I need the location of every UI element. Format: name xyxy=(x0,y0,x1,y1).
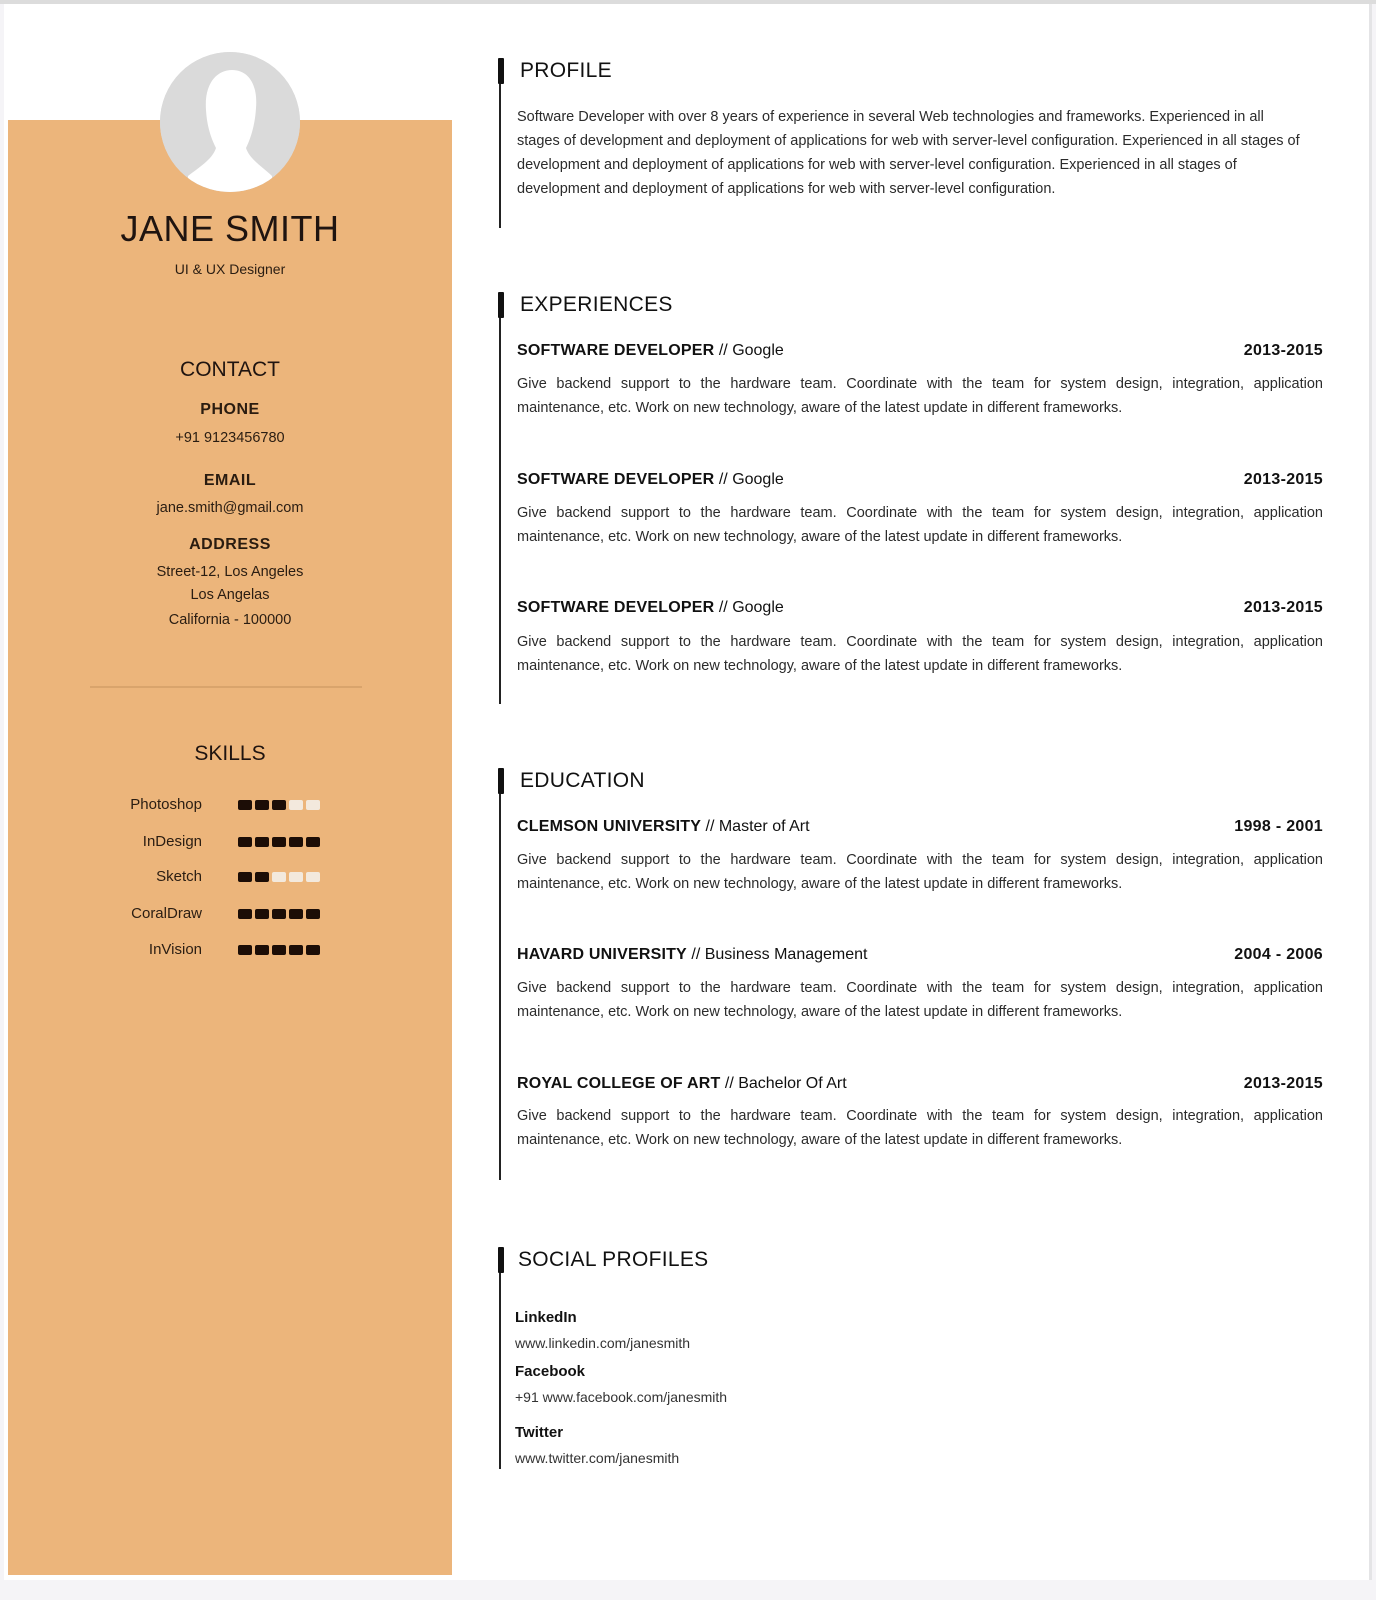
experience-description: Give backend support to the hardware team. Coordinate with the team for system design, integration, application maintenance, etc. Work on new technology, aware of the latest update in different frameworks. xyxy=(517,376,1323,416)
experience-years: 2013-2015 xyxy=(1243,342,1323,359)
rating-filled-icon xyxy=(272,945,286,955)
social-linkedin-label: LinkedIn xyxy=(515,1309,577,1326)
experience-company: // Google xyxy=(714,599,784,616)
skill-row xyxy=(8,941,452,961)
rating-filled-icon xyxy=(255,872,269,882)
experiences-section xyxy=(499,292,1327,704)
user-silhouette-icon xyxy=(160,52,300,192)
skill-name: InDesign xyxy=(142,833,202,850)
phone-value[interactable]: +91 9123456780 xyxy=(175,430,285,446)
skill-rating xyxy=(238,800,320,810)
social-facebook-label: Facebook xyxy=(515,1363,586,1380)
rating-filled-icon xyxy=(272,837,286,847)
education-description: Give backend support to the hardware team. Coordinate with the team for system design, integration, application maintenance, etc. Work on new technology, aware of the latest update in different frameworks. xyxy=(517,1108,1323,1148)
avatar xyxy=(160,52,300,192)
social-linkedin-link[interactable]: www.linkedin.com/janesmith xyxy=(515,1335,691,1351)
education-degree: // Master of Art xyxy=(701,818,810,835)
rating-empty-icon xyxy=(289,872,303,882)
experience-entry-header xyxy=(517,471,1323,493)
skill-name: Photoshop xyxy=(130,796,202,813)
experience-role: SOFTWARE DEVELOPER xyxy=(517,342,715,359)
rating-filled-icon xyxy=(289,837,303,847)
experience-company: // Google xyxy=(714,342,784,359)
education-entry-header xyxy=(517,946,1323,968)
experience-years: 2013-2015 xyxy=(1243,599,1323,616)
education-section xyxy=(499,768,1327,1180)
social-facebook-link[interactable]: +91 www.facebook.com/janesmith xyxy=(515,1389,728,1405)
experience-years: 2013-2015 xyxy=(1243,471,1323,488)
rating-filled-icon xyxy=(289,945,303,955)
rating-filled-icon xyxy=(238,837,252,847)
education-years: 2013-2015 xyxy=(1243,1075,1323,1092)
rating-filled-icon xyxy=(306,945,320,955)
education-heading: EDUCATION xyxy=(520,769,645,792)
rating-filled-icon xyxy=(238,909,252,919)
rating-filled-icon xyxy=(272,909,286,919)
rating-filled-icon xyxy=(255,945,269,955)
rating-empty-icon xyxy=(272,872,286,882)
education-description: Give backend support to the hardware team. Coordinate with the team for system design, integration, application maintenance, etc. Work on new technology, aware of the latest update in different frameworks. xyxy=(517,852,1323,892)
candidate-name: JANE SMITH xyxy=(120,208,340,249)
experience-description: Give backend support to the hardware team. Coordinate with the team for system design, integration, application maintenance, etc. Work on new technology, aware of the latest update in different frameworks. xyxy=(517,634,1323,674)
social-section xyxy=(499,1247,1327,1469)
experiences-heading: EXPERIENCES xyxy=(520,293,673,316)
skill-name: CoralDraw xyxy=(131,905,202,922)
social-twitter-link[interactable]: www.twitter.com/janesmith xyxy=(515,1450,680,1466)
rating-filled-icon xyxy=(272,800,286,810)
address-line-1: Street-12, Los Angeles xyxy=(156,564,304,580)
social-twitter-label: Twitter xyxy=(515,1424,564,1441)
address-line-3: California - 100000 xyxy=(168,612,292,628)
skill-row xyxy=(8,868,452,888)
rating-filled-icon xyxy=(238,872,252,882)
candidate-title: UI & UX Designer xyxy=(174,261,286,277)
profile-heading: PROFILE xyxy=(520,59,612,82)
skill-name: Sketch xyxy=(156,868,202,885)
profile-section xyxy=(499,58,1327,228)
education-entry-header xyxy=(517,818,1323,840)
rating-filled-icon xyxy=(255,909,269,919)
address-label: ADDRESS xyxy=(189,536,271,553)
skill-row xyxy=(8,833,452,853)
education-description: Give backend support to the hardware team. Coordinate with the team for system design, integration, application maintenance, etc. Work on new technology, aware of the latest update in different frameworks. xyxy=(517,980,1323,1020)
skill-row xyxy=(8,905,452,925)
address-line-2: Los Angelas xyxy=(190,587,270,603)
experience-entry-header xyxy=(517,599,1323,621)
education-school: ROYAL COLLEGE OF ART xyxy=(517,1075,721,1092)
rating-filled-icon xyxy=(289,909,303,919)
education-entry-header xyxy=(517,1075,1323,1097)
experience-company: // Google xyxy=(714,471,784,488)
education-years: 1998 - 2001 xyxy=(1234,818,1323,835)
education-school: CLEMSON UNIVERSITY xyxy=(517,818,702,835)
rating-filled-icon xyxy=(306,909,320,919)
education-years: 2004 - 2006 xyxy=(1234,946,1323,963)
experience-role: SOFTWARE DEVELOPER xyxy=(517,599,715,616)
skill-rating xyxy=(238,909,320,919)
education-degree: // Bachelor Of Art xyxy=(720,1075,847,1092)
social-heading: SOCIAL PROFILES xyxy=(518,1248,709,1271)
skill-row xyxy=(8,796,452,816)
rating-empty-icon xyxy=(306,800,320,810)
rating-empty-icon xyxy=(306,872,320,882)
skills-heading: SKILLS xyxy=(194,742,266,765)
rating-filled-icon xyxy=(306,837,320,847)
email-value[interactable]: jane.smith@gmail.com xyxy=(156,500,304,516)
profile-text: Software Developer with over 8 years of experience in several Web technologies and frameworks. Experienced in all stages of development and deployment of applications for web with server-level configuration. Experienced in all stages of development and deployment of applications for web with server-level configuration. Experienced in all stages of development and deployment of applications for web with server-level configuration. xyxy=(517,109,1300,197)
skill-rating xyxy=(238,945,320,955)
sidebar-divider xyxy=(90,686,362,688)
email-label: EMAIL xyxy=(203,472,257,489)
rating-filled-icon xyxy=(238,800,252,810)
rating-empty-icon xyxy=(289,800,303,810)
rating-filled-icon xyxy=(238,945,252,955)
contact-heading: CONTACT xyxy=(180,358,280,381)
experience-description: Give backend support to the hardware team. Coordinate with the team for system design, integration, application maintenance, etc. Work on new technology, aware of the latest update in different frameworks. xyxy=(517,505,1323,545)
skill-name: InVision xyxy=(148,941,202,958)
experience-entry-header xyxy=(517,342,1323,364)
phone-label: PHONE xyxy=(200,401,260,418)
education-school: HAVARD UNIVERSITY xyxy=(517,946,687,963)
education-degree: // Business Management xyxy=(686,946,868,963)
experience-role: SOFTWARE DEVELOPER xyxy=(517,471,715,488)
skill-rating xyxy=(238,837,320,847)
rating-filled-icon xyxy=(255,800,269,810)
skill-rating xyxy=(238,872,320,882)
rating-filled-icon xyxy=(255,837,269,847)
